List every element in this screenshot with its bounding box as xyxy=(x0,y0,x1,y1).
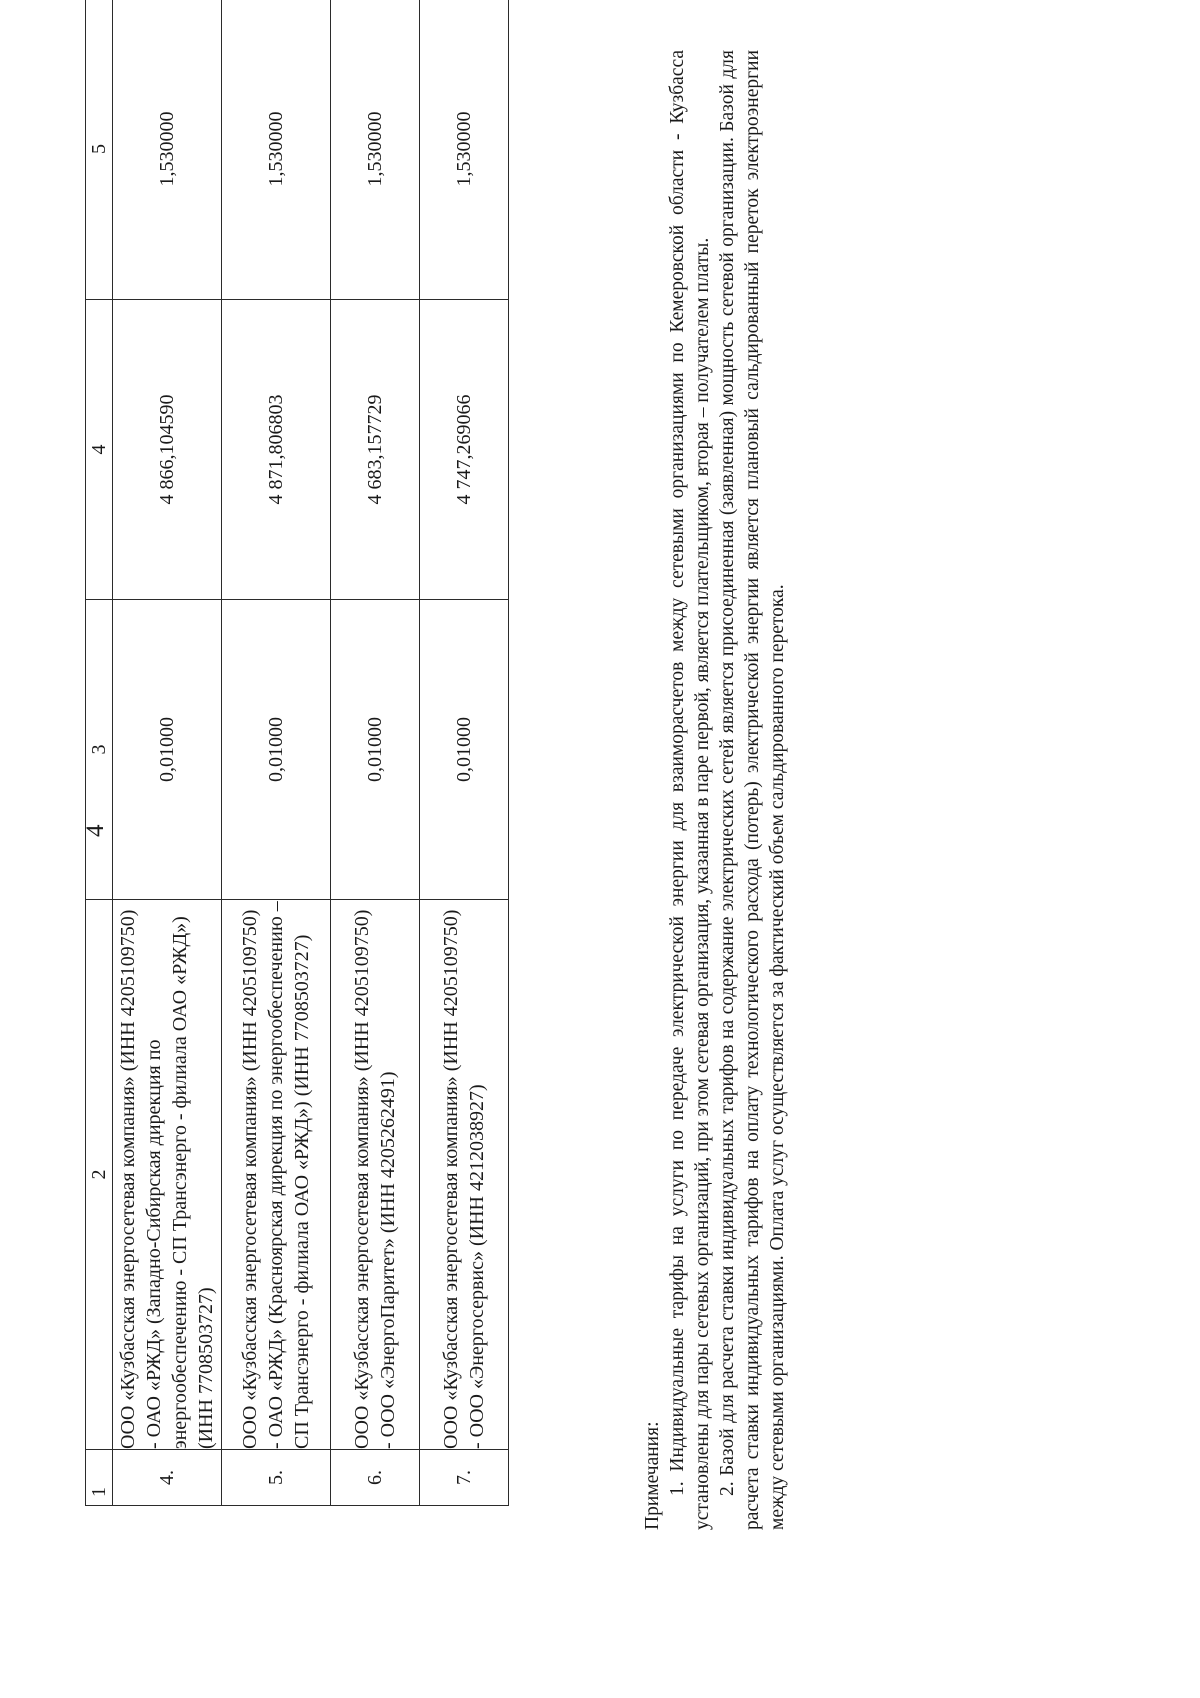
col4-value: 4 871,806803 xyxy=(222,300,331,600)
row-number: 7. xyxy=(420,1450,509,1506)
notes-section xyxy=(640,50,790,1530)
row-number: 5. xyxy=(222,1450,331,1506)
col5-value: 1,530000 xyxy=(331,0,420,300)
header-col-1: 1 xyxy=(86,1450,113,1506)
organization-pair: ООО «Кузбасская энергосетевая компания» (ИНН 4205109750) - ОАО «РЖД» (Красноярская дирекция по энергообеспечению – СП Трансэнерго - филиала ОАО «РЖД») (ИНН 7708503727) xyxy=(222,900,331,1450)
note-2: 2. Базой для расчета ставки индивидуальных тарифов на содержание электрических сетей является присоединенная (заявленная) мощность сетевой организации. Базой для расчета ставки индивидуальных тарифов на оплату технологического расхода (потерь) электрической энергии является плановый сальдированный переток электроэнергии между сетевыми организациями. Оплата услуг осуществляется за фактический объем сальдированного перетока. xyxy=(717,50,788,1530)
tariff-table xyxy=(85,0,509,1506)
notes-title: Примечания: xyxy=(642,1421,663,1530)
header-col-2: 2 xyxy=(86,900,113,1450)
col5-value: 1,530000 xyxy=(113,0,222,300)
page-number: 4 xyxy=(82,824,109,837)
col4-value: 4 683,157729 xyxy=(331,300,420,600)
row-number: 4. xyxy=(113,1450,222,1506)
col3-value: 0,01000 xyxy=(420,600,509,900)
col5-value: 1,530000 xyxy=(420,0,509,300)
organization-pair: ООО «Кузбасская энергосетевая компания» (ИНН 4205109750) - ООО «Энергосервис» (ИНН 4212038927) xyxy=(420,900,509,1450)
organization-pair: ООО «Кузбасская энергосетевая компания» (ИНН 4205109750) - ОАО «РЖД» (Западно-Сибирская дирекция по энергообеспечению - СП Трансэнерго - филиала ОАО «РЖД») (ИНН 7708503727) xyxy=(113,900,222,1450)
col3-value: 0,01000 xyxy=(222,600,331,900)
col4-value: 4 866,104590 xyxy=(113,300,222,600)
header-col-4: 4 xyxy=(86,300,113,600)
table-header-row xyxy=(86,0,113,1506)
organization-pair: ООО «Кузбасская энергосетевая компания» (ИНН 4205109750) - ООО «ЭнергоПаритет» (ИНН 4205262491) xyxy=(331,900,420,1450)
header-col-3: 3 xyxy=(86,600,113,900)
col3-value: 0,01000 xyxy=(113,600,222,900)
col3-value: 0,01000 xyxy=(331,600,420,900)
col4-value: 4 747,269066 xyxy=(420,300,509,600)
table-row xyxy=(420,0,509,1506)
col5-value: 1,530000 xyxy=(222,0,331,300)
note-1: 1. Индивидуальные тарифы на услуги по передаче электрической энергии для взаиморасчетов между сетевыми организациями по Кемеровской области - Кузбасса установлены для пары сетевых организаций, при этом сетевая организация, указанная в паре первой, является плательщиком, вторая – получателем платы. xyxy=(667,50,713,1530)
table-row xyxy=(222,0,331,1506)
table-row xyxy=(331,0,420,1506)
header-col-5: 5 xyxy=(86,0,113,300)
table-row xyxy=(113,0,222,1506)
row-number: 6. xyxy=(331,1450,420,1506)
